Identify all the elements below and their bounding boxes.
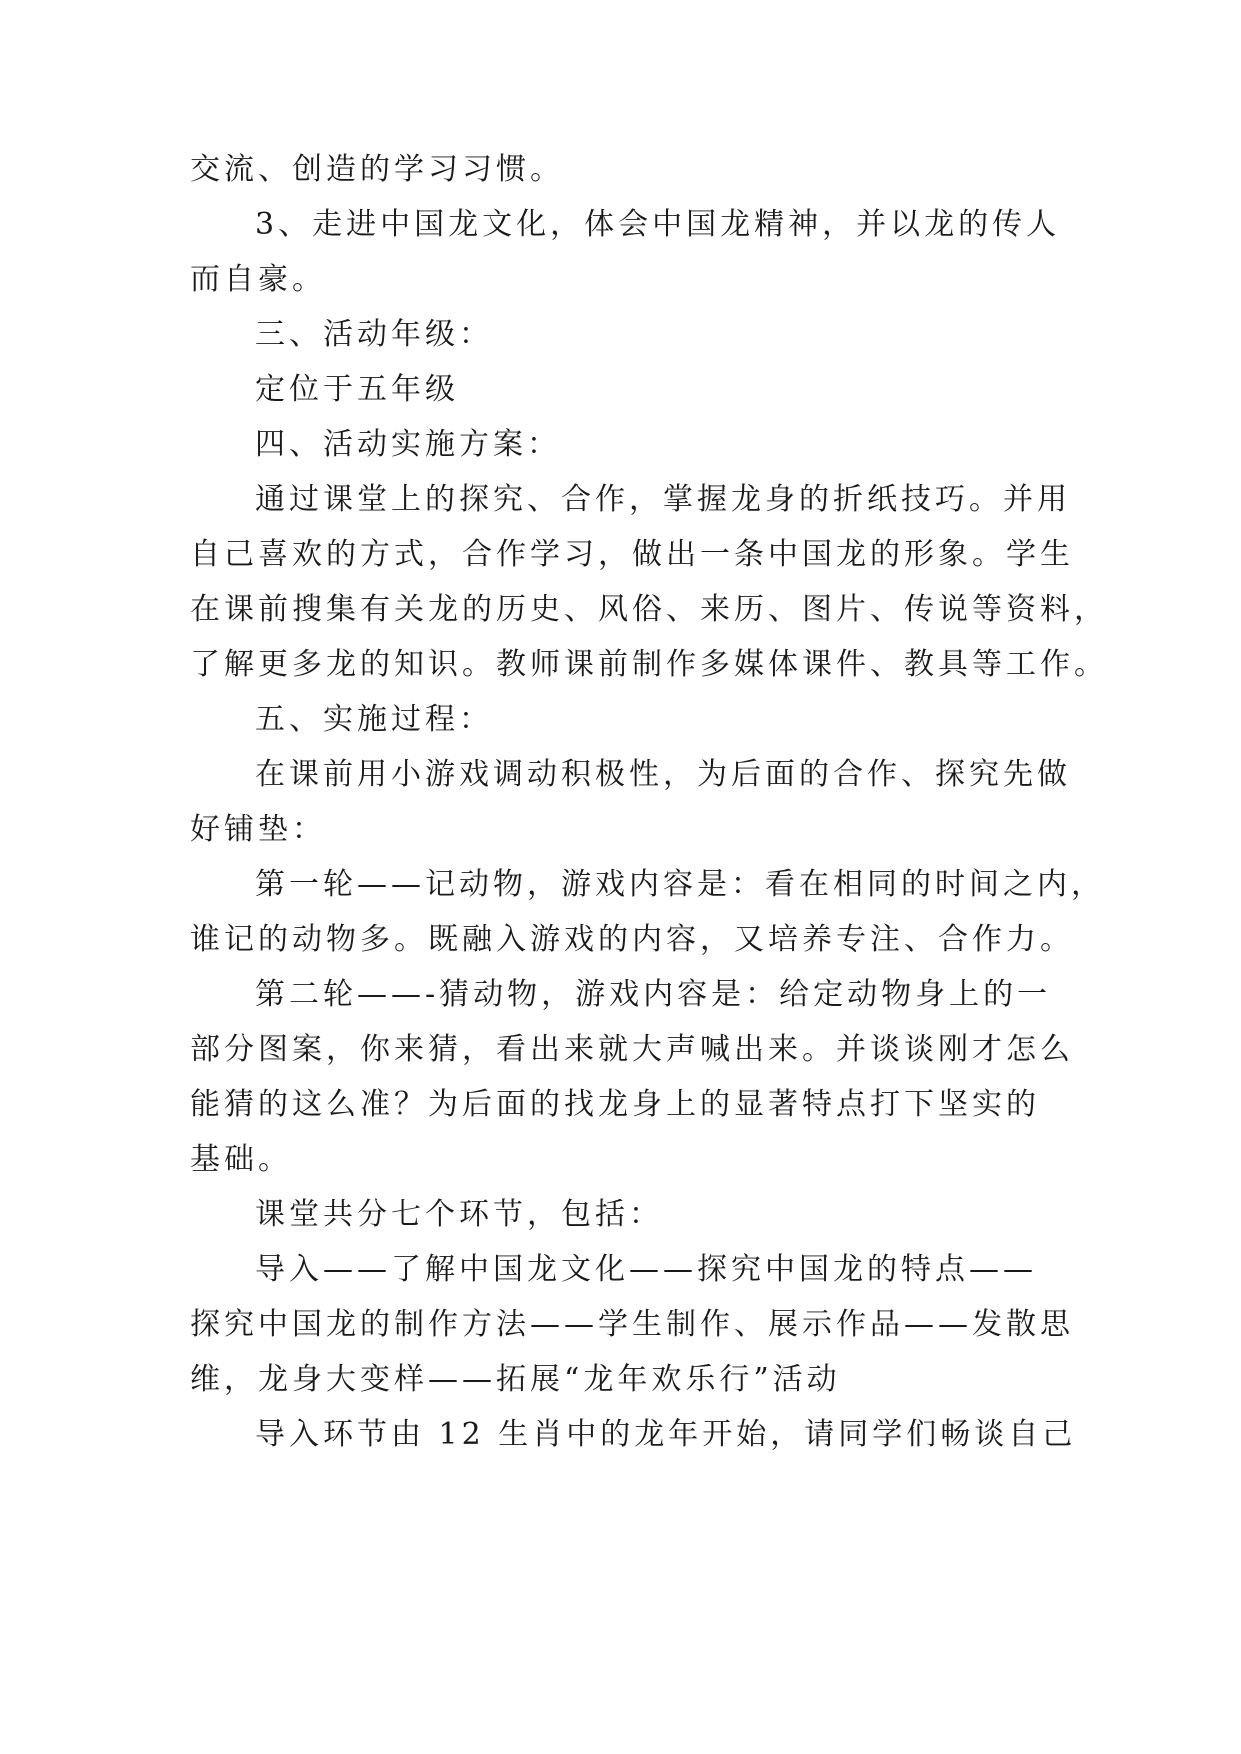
text-line: 第一轮——记动物，游戏内容是：看在相同的时间之内， (255, 867, 1105, 902)
text-line: 了解更多龙的知识。教师课前制作多媒体课件、教具等工作。 (190, 647, 1108, 682)
text-line: 维，龙身大变样——拓展“龙年欢乐行”活动 (190, 1362, 841, 1397)
text-line: 能猜的这么准？为后面的找龙身上的显著特点打下坚实的 (190, 1087, 1040, 1122)
text-line: 3、走进中国龙文化，体会中国龙精神，并以龙的传人 (255, 207, 1061, 242)
section-heading: 四、活动实施方案： (255, 427, 561, 462)
section-heading: 三、活动年级： (255, 317, 493, 352)
text-line: 部分图案，你来猜，看出来就大声喊出来。并谈谈刚才怎么 (190, 1032, 1074, 1067)
text-line: 在课前搜集有关龙的历史、风俗、来历、图片、传说等资料， (190, 592, 1108, 627)
text-line: 而自豪。 (190, 262, 326, 297)
section-heading: 五、实施过程： (255, 702, 493, 737)
text-line: 谁记的动物多。既融入游戏的内容，又培养专注、合作力。 (190, 922, 1074, 957)
text-line: 导入——了解中国龙文化——探究中国龙的特点—— (255, 1252, 1037, 1287)
text-line: 探究中国龙的制作方法——学生制作、展示作品——发散思 (190, 1307, 1074, 1342)
text-line: 基础。 (190, 1142, 292, 1177)
text-line: 导入环节由 12 生肖中的龙年开始，请同学们畅谈自己 (255, 1417, 1077, 1452)
text-line: 定位于五年级 (255, 372, 459, 407)
text-line: 在课前用小游戏调动积极性，为后面的合作、探究先做 (255, 757, 1071, 792)
text-line: 自己喜欢的方式，合作学习，做出一条中国龙的形象。学生 (190, 537, 1074, 572)
text-line: 交流、创造的学习习惯。 (190, 152, 564, 187)
text-line: 好铺垫： (190, 812, 326, 847)
text-line: 第二轮——-猜动物，游戏内容是：给定动物身上的一 (255, 977, 1052, 1012)
text-line: 通过课堂上的探究、合作，掌握龙身的折纸技巧。并用 (255, 482, 1071, 517)
text-line: 课堂共分七个环节，包括： (255, 1197, 663, 1232)
